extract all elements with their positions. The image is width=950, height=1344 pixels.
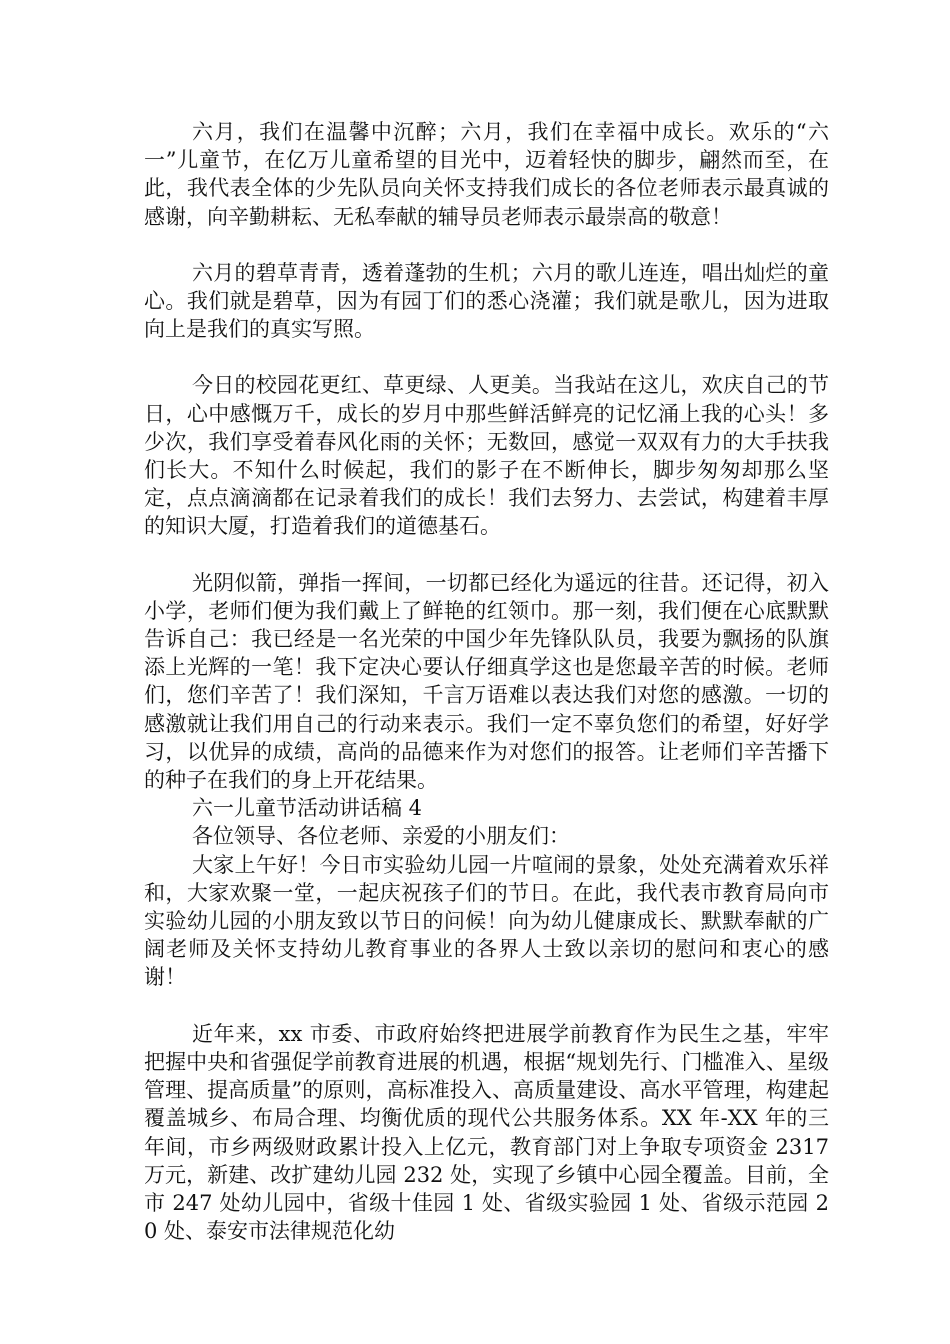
paragraph-2: 六月的碧草青青，透着蓬勃的生机；六月的歌儿连连，唱出灿烂的童心。我们就是碧草，因为有园丁们的悉心浇灌；我们就是歌儿，因为进取向上是我们的真实写照。: [144, 260, 829, 342]
salutation: 各位领导、各位老师、亲爱的小朋友们：: [192, 824, 570, 849]
paragraph-5: 大家上午好！今日市实验幼儿园一片喧闹的景象，处处充满着欢乐祥和，大家欢聚一堂，一起庆祝孩子们的节日。在此，我代表市教育局向市实验幼儿园的小朋友致以节日的问候！向为幼儿健康成长、默默奉献的广阔老师及关怀支持幼儿教育事业的各界人士致以亲切的慰问和衷心的感谢！: [144, 852, 829, 990]
paragraph-3: 今日的校园花更红、草更绿、人更美。当我站在这儿，欢庆自己的节日，心中感慨万千，成长的岁月中那些鲜活鲜亮的记忆涌上我的心头！多少次，我们享受着春风化雨的关怀；无数回，感觉一双双有力的大手扶我们长大。不知什么时候起，我们的影子在不断伸长，脚步匆匆却那么坚定，点点滴滴都在记录着我们的成长！我们去努力、去尝试，构建着丰厚的知识大厦，打造着我们的道德基石。: [144, 373, 829, 539]
section-heading: 六一儿童节活动讲话稿 4: [192, 796, 423, 821]
paragraph-4: 光阴似箭，弹指一挥间，一切都已经化为遥远的往昔。还记得，初入小学，老师们便为我们戴上了鲜艳的红领巾。那一刻，我们便在心底默默告诉自己：我已经是一名光荣的中国少年先锋队队员，我要为飘扬的队旗添上光辉的一笔！我下定决心要认仔细真学这也是您最辛苦的时候。老师们，您们辛苦了！我们深知，千言万语难以表达我们对您的感激。一切的感激就让我们用自己的行动来表示。我们一定不辜负您们的希望，好好学习，以优异的成绩，高尚的品德来作为对您们的报答。让老师们辛苦播下的种子在我们的身上开花结果。: [144, 570, 829, 793]
paragraph-1: 六月，我们在温馨中沉醉；六月，我们在幸福中成长。欢乐的“六一”儿童节，在亿万儿童希望的目光中，迈着轻快的脚步，翩然而至，在此，我代表全体的少先队员向关怀支持我们成长的各位老师表示最真诚的感谢，向辛勤耕耘、无私奉献的辅导员老师表示最崇高的敬意！: [144, 120, 829, 229]
document-body: [144, 118, 829, 1245]
paragraph-6: 近年来，xx 市委、市政府始终把进展学前教育作为民生之基，牢牢把握中央和省强促学前教育进展的机遇，根据“规划先行、门槛准入、星级管理、提高质量”的原则，高标准投入、高质量建设、高水平管理，构建起覆盖城乡、布局合理、均衡优质的现代公共服务体系。XX 年-XX 年的三年间，市乡两级财政累计投入上亿元，教育部门对上争取专项资金 2317 万元，新建、改扩建幼儿园 232 处，实现了乡镇中心园全覆盖。目前，全市 247 处幼儿园中，省级十佳园 1 处、省级实验园 1 处、省级示范园 20 处、泰安市法律规范化幼: [144, 1021, 829, 1244]
